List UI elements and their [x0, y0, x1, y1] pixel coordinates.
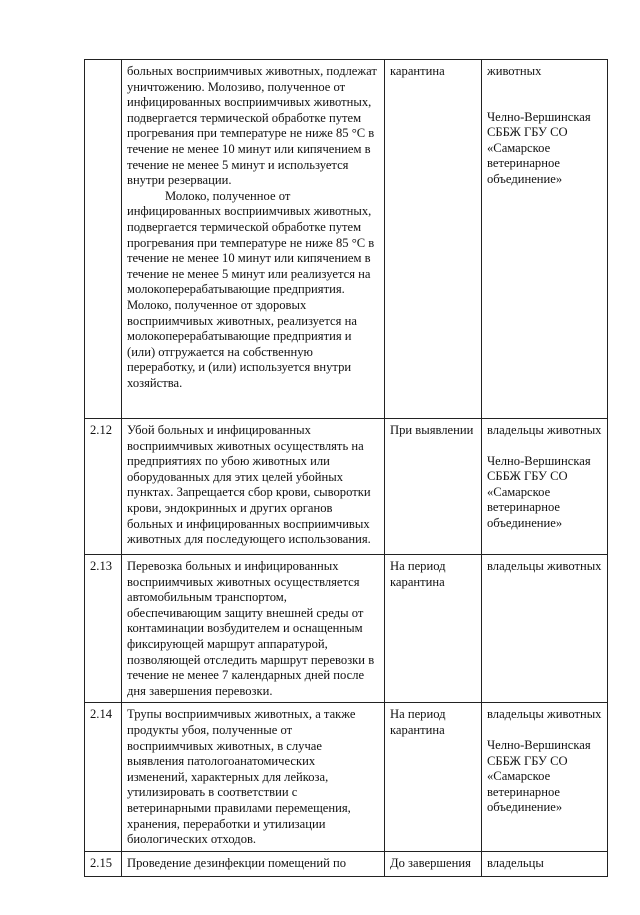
table-row	[85, 851, 608, 876]
responsible-cell	[482, 419, 608, 555]
table-row	[85, 555, 608, 703]
responsible-cell	[482, 60, 608, 419]
term-cell: На период карантина	[385, 555, 482, 703]
table-row	[85, 60, 608, 419]
term-cell: При выявлении	[385, 419, 482, 555]
row-number	[85, 60, 122, 419]
measure-cell: Убой больных и инфицированных восприимчивых животных осуществлять на предприятиях по убою животных или оборудованных для этих целей убойных пунктах. Запрещается сбор крови, сыворотки крови, эндокринных и других органов больных и инфицированных восприимчивых животных для последующего использования.	[122, 419, 385, 555]
measure-cell: Проведение дезинфекции помещений по	[122, 851, 385, 876]
responsible-cell	[482, 703, 608, 851]
responsible-owners: владельцы животных	[487, 559, 602, 573]
measure-paragraph: Молоко, полученное от инфицированных восприимчивых животных, подвергается термической обработке путем прогревания при температуре не ниже 85 °С в течение не менее 10 минут или кипячением в течение не менее 5 минут или реализуется на молокоперерабатывающие предприятия. Молоко, полученное от здоровых восприимчивых животных, реализуется на молокоперерабатывающие предприятия и (или) отгружается на собственную переработку, и (или) используется внутри хозяйства.	[127, 188, 375, 390]
term-cell: карантина	[385, 60, 482, 419]
measure-cell: Трупы восприимчивых животных, а также продукты убоя, полученные от восприимчивых животных, в случае выявления патологоанатомических изменений, характерных для лейкоза, утилизировать в соответствии с ветеринарными правилами перемещения, хранения, переработки и утилизации биологических отходов.	[122, 703, 385, 851]
measures-table	[84, 59, 608, 877]
row-number: 2.15	[85, 851, 122, 876]
responsible-owners: владельцы животных	[487, 423, 602, 437]
row-number: 2.14	[85, 703, 122, 851]
row-number: 2.13	[85, 555, 122, 703]
table-row	[85, 419, 608, 555]
measure-paragraph: больных восприимчивых животных, подлежат уничтожению. Молозиво, полученное от инфицированных восприимчивых животных, подвергается термической обработке путем прогревания при температуре не ниже 85 °С в течение не менее 10 минут или кипячением в течение не менее 5 минут и используется внутри резервации.	[127, 64, 377, 188]
responsible-org: Челно-Вершинская СББЖ ГБУ СО «Самарское ветеринарное объединение»	[487, 109, 591, 186]
row-number: 2.12	[85, 419, 122, 555]
term-cell: До завершения	[385, 851, 482, 876]
measure-cell: Перевозка больных и инфицированных восприимчивых животных осуществляется автомобильным транспортом, обеспечивающим защиту внешней среды от контаминации возбудителем и оснащенным фиксирующей маршрут аппаратурой, позволяющей отследить маршрут перевозки в течение не менее 7 календарных дней после дня завершения перевозки.	[122, 555, 385, 703]
responsible-cell	[482, 851, 608, 876]
responsible-owners: владельцы животных	[487, 707, 602, 722]
table-row	[85, 703, 608, 851]
responsible-cell	[482, 555, 608, 703]
responsible-org: Челно-Вершинская СББЖ ГБУ СО «Самарское ветеринарное объединение»	[487, 737, 591, 815]
responsible-org: Челно-Вершинская СББЖ ГБУ СО «Самарское ветеринарное объединение»	[487, 453, 591, 530]
term-cell: На период карантина	[385, 703, 482, 851]
responsible-owners: животных	[487, 64, 542, 78]
measure-cell	[122, 60, 385, 419]
responsible-owners: владельцы	[487, 855, 544, 870]
